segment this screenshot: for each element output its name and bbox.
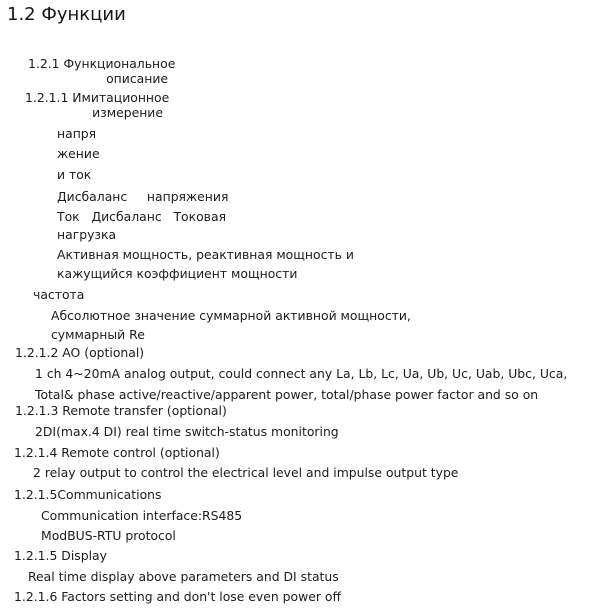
- text-line-voltage-2: жение: [57, 146, 100, 161]
- text-line-modbus-protocol: ModBUS-RTU protocol: [41, 528, 176, 543]
- section-heading-1-2-1-1-wrap: измерение: [92, 105, 163, 120]
- text-line-realtime-display: Real time display above parameters and DI status: [28, 569, 339, 584]
- text-line-current-unbalance: Ток Дисбаланс Токовая: [57, 209, 227, 224]
- text-line-total-re: суммарный Re: [51, 327, 145, 342]
- section-heading-1-2-1-3: 1.2.1.3 Remote transfer (optional): [15, 403, 227, 418]
- text-line-voltage-1: напря: [57, 126, 97, 141]
- text-line-ao-output-2: Total& phase active/reactive/apparent power, total/phase power factor and so on: [35, 387, 539, 402]
- text-line-current: и ток: [57, 167, 92, 182]
- text-line-voltage-unbalance: Дисбаланс напряжения: [57, 189, 229, 204]
- section-heading-1-2-1-1: 1.2.1.1 Имитационное: [25, 90, 170, 105]
- text-line-ao-output: 1 ch 4~20mA analog output, could connect any La, Lb, Lc, Ua, Ub, Uc, Uab, Ubc, Uca,: [35, 366, 568, 381]
- text-line-relay-output: 2 relay output to control the electrical level and impulse output type: [33, 465, 459, 480]
- text-line-frequency: частота: [33, 287, 85, 302]
- section-heading-1-2-1-6: 1.2.1.6 Factors setting and don't lose even power off: [14, 589, 342, 604]
- text-line-total-active-power: Абсолютное значение суммарной активной мощности,: [51, 308, 411, 323]
- section-heading-1-2-1-5-communications: 1.2.1.5Communications: [14, 487, 162, 502]
- text-line-di-monitoring: 2DI(max.4 DI) real time switch-status monitoring: [35, 424, 339, 439]
- section-heading-1-2-1-2: 1.2.1.2 AO (optional): [15, 345, 145, 360]
- section-heading-1-2-1-4: 1.2.1.4 Remote control (optional): [14, 445, 220, 460]
- text-line-load: нагрузка: [57, 227, 117, 242]
- section-heading-1-2-1-5-display: 1.2.1.5 Display: [14, 548, 107, 563]
- section-heading-1-2-1-wrap: описание: [106, 71, 168, 86]
- section-heading-1-2-1: 1.2.1 Функциональное: [28, 56, 176, 71]
- text-line-power-factor: кажущийся коэффициент мощности: [57, 266, 298, 281]
- text-line-active-reactive-power: Активная мощность, реактивная мощность и: [57, 247, 354, 262]
- text-line-comm-interface: Communication interface:RS485: [41, 508, 243, 523]
- section-heading-1-2: 1.2 Функции: [7, 4, 126, 25]
